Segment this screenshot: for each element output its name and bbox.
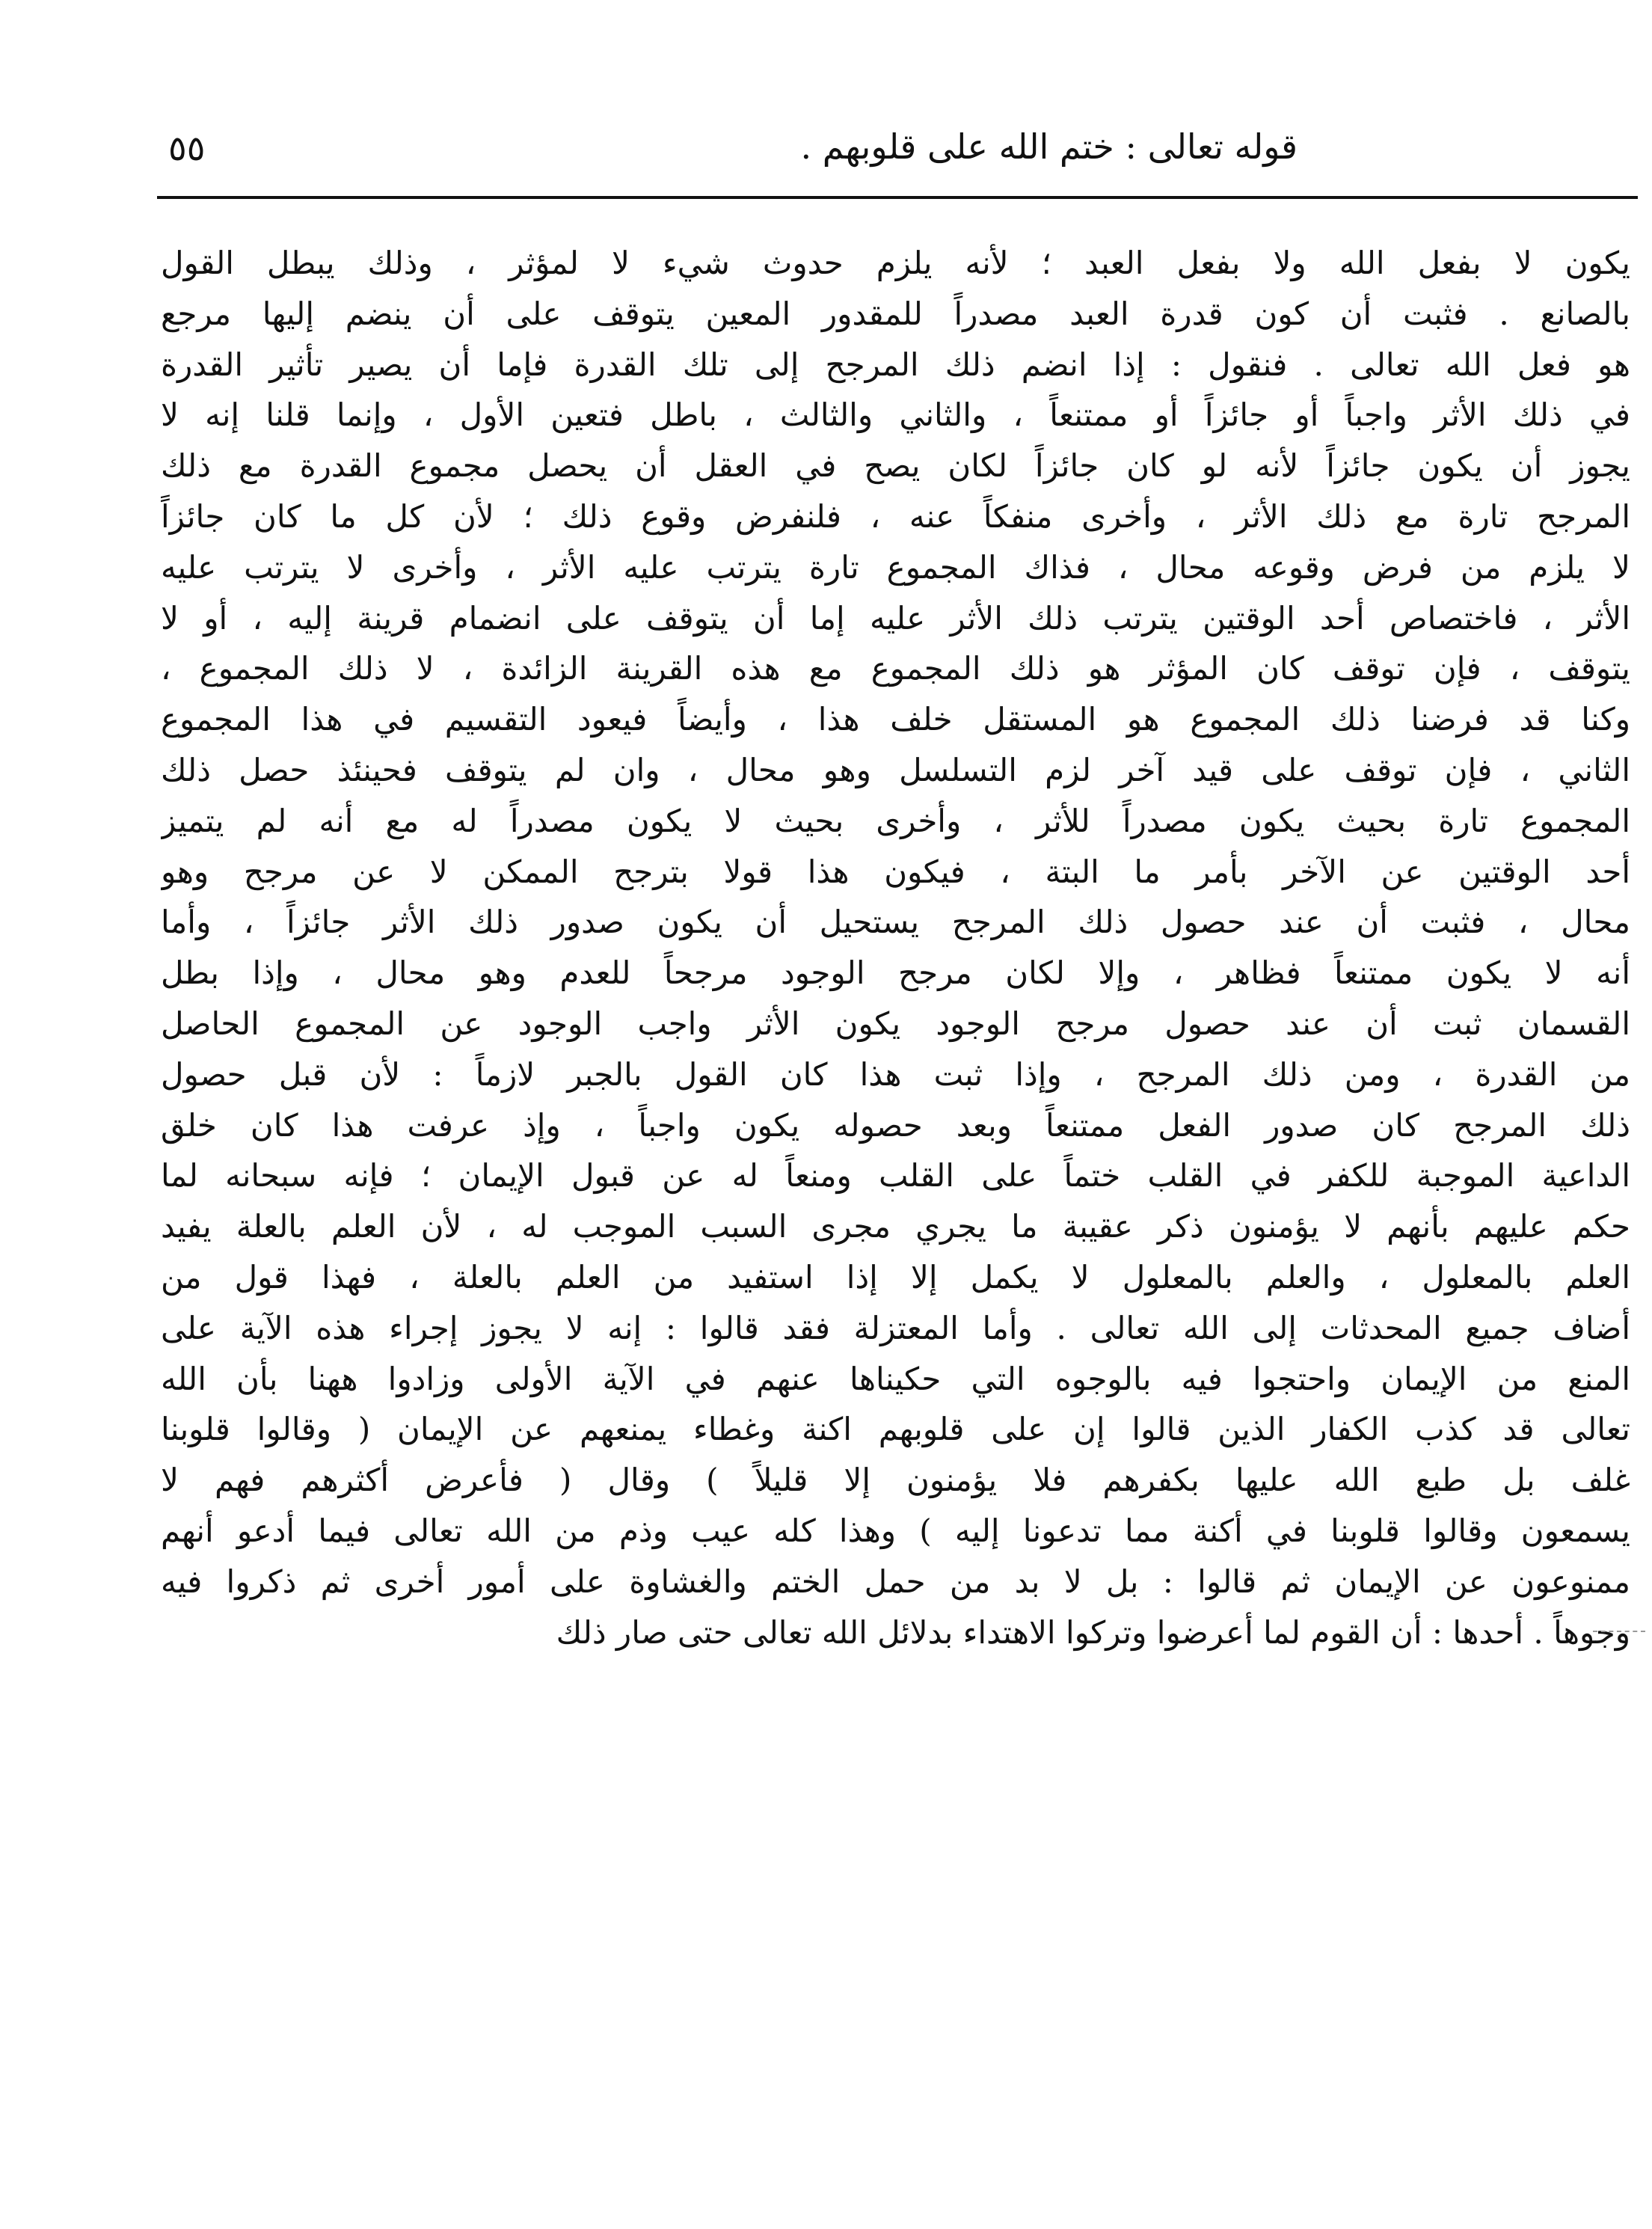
running-title: قوله تعالى : ختم الله على قلوبهم .: [800, 126, 1298, 167]
text-line: حكم عليهم بأنهم لا يؤمنون ذكر عقيبة ما يجري مجرى السبب الموجب له ، لأن العلم بالعلة يفيد: [161, 1208, 1630, 1245]
page-number: ٥٥: [168, 128, 206, 168]
text-line: العلم بالمعلول ، والعلم بالمعلول لا يكمل إلا إذا استفيد من العلم بالعلة ، فهذا قول من: [161, 1258, 1630, 1296]
text-line: الداعية الموجبة للكفر في القلب ختماً على القلب ومنعاً له عن قبول الإيمان ؛ فإنه سبحانه لما: [161, 1157, 1630, 1195]
text-line: يتوقف ، فإن توقف كان المؤثر هو ذلك المجموع مع هذه القرينة الزائدة ، لا ذلك المجموع ،: [161, 650, 1630, 687]
header-divider: [157, 196, 1638, 199]
text-line: تعالى قد كذب الكفار الذين قالوا إن على قلوبهم اكنة وغطاء يمنعهم عن الإيمان ( وقالوا قلوبنا: [161, 1411, 1630, 1448]
text-line: المرجح تارة مع ذلك الأثر ، وأخرى منفكاً عنه ، فلنفرض وقوع ذلك ؛ لأن كل ما كان جائزاً: [161, 497, 1630, 535]
text-line: وجوهاً . أحدها : أن القوم لما أعرضوا وتركوا الاهتداء بدلائل الله تعالى حتى صار ذلك: [556, 1613, 1630, 1651]
text-line: يجوز أن يكون جائزاً لأنه لو كان جائزاً لكان يصح في العقل أن يحصل مجموع القدرة مع ذلك: [161, 447, 1630, 485]
text-line: المجموع تارة بحيث يكون مصدراً للأثر ، وأخرى بحيث لا يكون مصدراً له مع أنه لم يتميز: [161, 802, 1630, 839]
text-line: بالصانع . فثبت أن كون قدرة العبد مصدراً للمقدور المعين يتوقف على أن ينضم إليها مرجع: [161, 295, 1630, 332]
text-line: يسمعون وقالوا قلوبنا في أكنة مما تدعونا إليه ) وهذا كله عيب وذم من الله تعالى فيما أدعو أنهم: [161, 1512, 1630, 1549]
text-line: الثاني ، فإن توقف على قيد آخر لزم التسلسل وهو محال ، وان لم يتوقف فحينئذ حصل ذلك: [161, 751, 1630, 788]
text-line: ممنوعون عن الإيمان ثم قالوا : بل لا بد من حمل الختم والغشاوة على أمور أخرى ثم ذكروا فيه: [161, 1563, 1630, 1600]
text-line: لا يلزم من فرض وقوعه محال ، فذاك المجموع تارة يترتب عليه الأثر ، وأخرى لا يترتب عليه: [161, 548, 1630, 586]
page-header: [161, 112, 1627, 180]
text-line: أحد الوقتين عن الآخر بأمر ما البتة ، فيكون هذا قولا بترجح الممكن لا عن مرجح وهو: [161, 853, 1630, 890]
body-text: [161, 238, 1630, 1658]
text-line: القسمان ثبت أن عند حصول مرجح الوجود يكون الأثر واجب الوجود عن المجموع الحاصل: [161, 1005, 1630, 1042]
text-line: يكون لا بفعل الله ولا بفعل العبد ؛ لأنه يلزم حدوث شيء لا لمؤثر ، وذلك يبطل القول: [161, 245, 1630, 281]
text-line: أضاف جميع المحدثات إلى الله تعالى . وأما المعتزلة فقد قالوا : إنه لا يجوز إجراء هذه الآية على: [161, 1309, 1630, 1346]
text-line: محال ، فثبت أن عند حصول ذلك المرجح يستحيل أن يكون صدور ذلك الأثر جائزاً ، وأما: [161, 904, 1630, 941]
text-line: وكنا قد فرضنا ذلك المجموع هو المستقل خلف هذا ، وأيضاً فيعود التقسيم في هذا المجموع: [161, 701, 1630, 738]
margin-dash-mark: [1593, 1631, 1645, 1634]
text-line: أنه لا يكون ممتنعاً فظاهر ، وإلا لكان مرجح الوجود مرجحاً للعدم وهو محال ، وإذا بطل: [161, 954, 1630, 992]
text-line: الأثر ، فاختصاص أحد الوقتين يترتب ذلك الأثر عليه إما أن يتوقف على انضمام قرينة إليه ، أو لا: [161, 599, 1630, 637]
text-line: في ذلك الأثر واجباً أو جائزاً أو ممتنعاً ، والثاني والثالث ، باطل فتعين الأول ، وإنما قلنا إنه لا: [161, 396, 1630, 434]
text-line: المنع من الإيمان واحتجوا فيه بالوجوه التي حكيناها عنهم في الآية الأولى وزادوا ههنا بأن الله: [161, 1360, 1630, 1397]
text-line: هو فعل الله تعالى . فنقول : إذا انضم ذلك المرجح إلى تلك القدرة فإما أن يصير تأثير القدرة: [161, 346, 1630, 383]
text-line: غلف بل طبع الله عليها بكفرهم فلا يؤمنون إلا قليلاً ) وقال ( فأعرض أكثرهم فهم لا: [161, 1462, 1630, 1499]
text-line: ذلك المرجح كان صدور الفعل ممتنعاً وبعد حصوله يكون واجباً ، وإذ عرفت هذا كان خلق: [161, 1106, 1630, 1144]
text-line: من القدرة ، ومن ذلك المرجح ، وإذا ثبت هذا كان القول بالجبر لازماً : لأن قبل حصول: [161, 1055, 1630, 1093]
